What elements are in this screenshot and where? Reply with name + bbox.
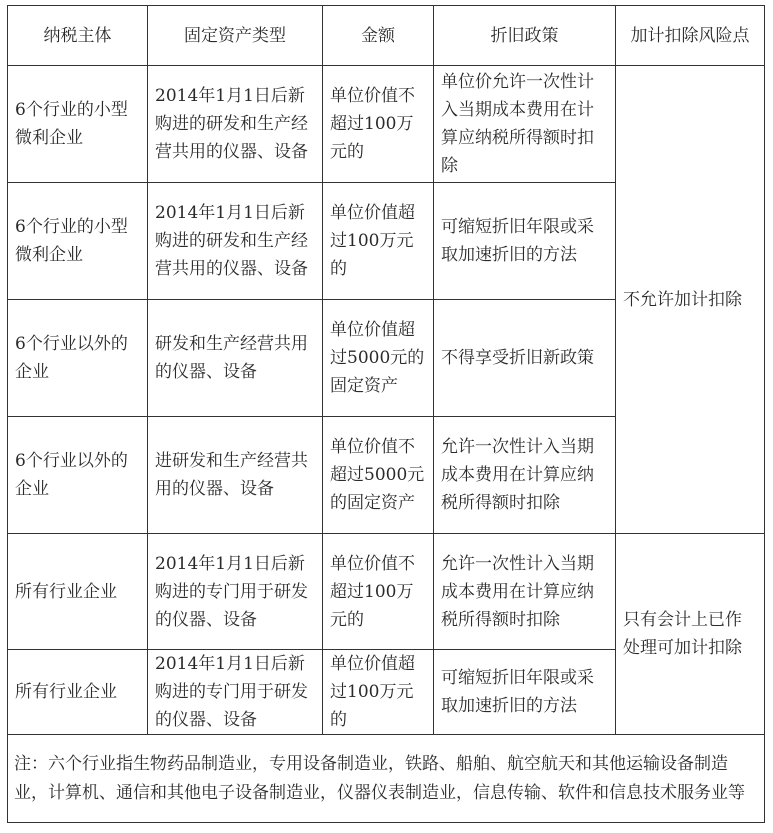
- cell-policy: 允许一次性计入当期成本费用在计算应纳税所得额时扣除: [434, 534, 616, 650]
- header-subject: 纳税主体: [8, 6, 148, 66]
- cell-subject: 所有行业企业: [8, 650, 148, 735]
- cell-asset-type: 2014年1月1日后新购进的专门用于研发的仪器、设备: [148, 534, 323, 650]
- cell-subject: 所有行业企业: [8, 534, 148, 650]
- cell-subject: 6个行业的小型微利企业: [8, 66, 148, 183]
- cell-amount: 单位价值不超过5000元的固定资产: [323, 417, 434, 534]
- header-asset-type: 固定资产类型: [148, 6, 323, 66]
- table-row: [8, 534, 765, 650]
- cell-risk-point: 不允许加计扣除: [616, 66, 765, 534]
- cell-amount: 单位价值不超过100万元的: [323, 534, 434, 650]
- cell-amount: 单位价值超过5000元的固定资产: [323, 300, 434, 417]
- cell-amount: 单位价值超过100万元的: [323, 650, 434, 735]
- cell-amount: 单位价值超过100万元的: [323, 183, 434, 300]
- cell-asset-type: 进研发和生产经营共用的仪器、设备: [148, 417, 323, 534]
- cell-policy: 允许一次性计入当期成本费用在计算应纳税所得额时扣除: [434, 417, 616, 534]
- cell-asset-type: 研发和生产经营共用的仪器、设备: [148, 300, 323, 417]
- header-row: [8, 6, 765, 66]
- cell-subject: 6个行业以外的企业: [8, 300, 148, 417]
- tax-depreciation-table: [7, 5, 765, 823]
- cell-asset-type: 2014年1月1日后新购进的研发和生产经营共用的仪器、设备: [148, 183, 323, 300]
- cell-amount: 单位价值不超过100万元的: [323, 66, 434, 183]
- note-row: [8, 735, 765, 823]
- table-note: 注：六个行业指生物药品制造业，专用设备制造业，铁路、船舶、航空航天和其他运输设备制造业，计算机、通信和其他电子设备制造业，仪器仪表制造业，信息传输、软件和信息技术服务业等: [8, 735, 765, 823]
- tax-depreciation-table-container: [7, 5, 765, 823]
- cell-policy: 单位价允许一次性计入当期成本费用在计算应纳税所得额时扣除: [434, 66, 616, 183]
- table-row: [8, 66, 765, 183]
- cell-asset-type: 2014年1月1日后新购进的专门用于研发的仪器、设备: [148, 650, 323, 735]
- header-risk-point: 加计扣除风险点: [616, 6, 765, 66]
- cell-policy: 可缩短折旧年限或采取加速折旧的方法: [434, 183, 616, 300]
- cell-policy: 可缩短折旧年限或采取加速折旧的方法: [434, 650, 616, 735]
- header-amount: 金额: [323, 6, 434, 66]
- cell-risk-point: 只有会计上已作处理可加计扣除: [616, 534, 765, 735]
- cell-subject: 6个行业以外的企业: [8, 417, 148, 534]
- cell-asset-type: 2014年1月1日后新购进的研发和生产经营共用的仪器、设备: [148, 66, 323, 183]
- header-policy: 折旧政策: [434, 6, 616, 66]
- cell-policy: 不得享受折旧新政策: [434, 300, 616, 417]
- cell-subject: 6个行业的小型微利企业: [8, 183, 148, 300]
